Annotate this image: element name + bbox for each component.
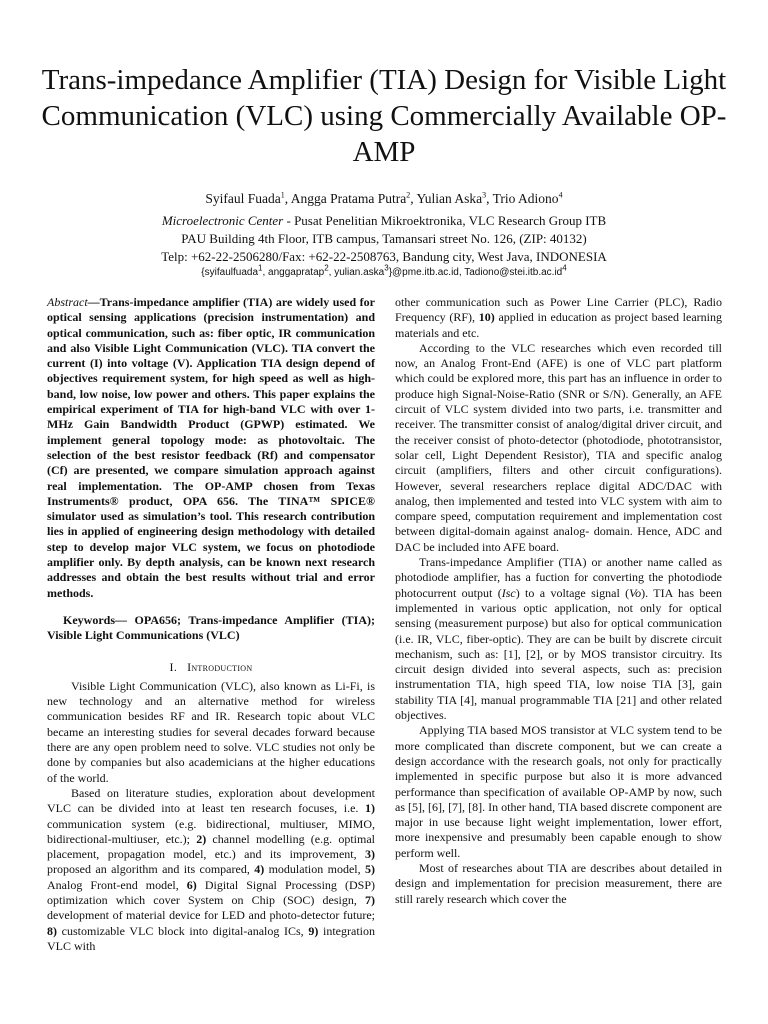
paragraph: Applying TIA based MOS transistor at VLC system tend to be more complicated than discrete component, but we can create a design accordance with the research goals, not only for practically implemented in specific purpose but also it is more advanced performance than specification of available OP-AMP by now, such as [5], [6], [7], [8]. In other hand, TIA based discrete component are major in use because light weight implementation, lower effort, more inexpensive and presumably been capable enough to show perform well. — [395, 723, 722, 860]
paragraph: According to the VLC researches which even recorded till now, an Analog Front-End (AFE) is one of VLC part platform which could be explored more, this part has an influence in order to produce high Signal-Noise-Ratio (SNR or S/N). Generally, an AFE circuit of VLC system divided into two parts, i.e. transmitter and receiver. The transmitter consist of analog/digital driver circuit, and the receiver consist of photo-detector (photodiode, phototransistor, solar cell, Light Dependent Resistor), TIA and specific analog circuit (amplifiers, filters and other circuit configurations). However, several researchers replace digital ADC/DAC with analog, then implemented and tested into VLC system with aim to compare speed, computation requirement and implementation cost between digital-domain against analog- domain. Hence, ADC and DAC be included into AFE board. — [395, 340, 722, 554]
affiliation-center: Microelectronic Center — [161, 213, 284, 228]
section-heading — [47, 660, 375, 675]
paragraph: Visible Light Communication (VLC), also known as Li-Fi, is new technology and an alternative method for wireless communication besides RF and IR. Research topic about VLC became an interesting studies for several decades forward because there are any open problem need to solve. VLC studies not only be done by companies but also academicians at the higher educations of the world. — [47, 678, 375, 785]
abstract-lead: Abstract — [47, 295, 88, 309]
paragraph: other communication such as Power Line Carrier (PLC), Radio Frequency (RF), 10) applied in education as project based learning materials and etc. — [395, 295, 722, 340]
section-number: I. — [169, 659, 178, 674]
right-column — [395, 295, 722, 907]
abstract — [47, 295, 375, 601]
paragraph: Based on literature studies, exploration about development VLC can be divided into at least ten research focuses, i.e. 1) communication system (e.g. bidirectional, multiuser, MIMO, bidirectional-multiuser, etc.); 2) channel modelling (e.g. optimal placement, propagation model, etc.) and its improvement, 3) proposed an algorithm and its compared, 4) modulation model, 5) Analog Front-end model, 6) Digital Signal Processing (DSP) optimization which cover System on Chip (SOC) design, 7) development of material device for LED and photo-detector future; 8) customizable VLC block into digital-analog ICs, 9) integration VLC with — [47, 785, 376, 953]
keywords: Keywords— OPA656; Trans-impedance Amplifier (TIA); Visible Light Communications (VLC) — [47, 612, 375, 643]
phone-line: Telp: +62-22-2506280/Fax: +62-22-2508763, Bandung city, West Java, INDONESIA — [161, 249, 607, 264]
paragraph: Trans-impedance Amplifier (TIA) or another name called as photodiode amplifier, has a fuction for converting the photodiode photocurrent output (Isc) to a voltage signal (Vo). TIA has been implemented in various optic application, not only for optical sensing (measurement purpose) but also for optical communication (i.e. IR, VLC, fiber-optic). They are can be built by discrete circuit mechanism, such as: [1], [2], or by MOS transistor circuitry. Its circuit design divided into several aspects, such as: precision instrumentation TIA, high speed TIA, low noise TIA [3], gain stability TIA [4], manual programmable TIA [21] and other related objectives. — [395, 555, 722, 723]
email-line: {syifaulfuada$^1$, anggapratap$^2$, yulian.aska$^3$}@pme.itb.ac.id, $Tadiono@stei.itb.ac.id^4$ — [201, 263, 567, 278]
author-block — [40, 190, 728, 280]
affiliation-rest: - Pusat Penelitian Mikroektronika, VLC Research Group ITB — [283, 213, 607, 228]
paper-title: Trans-impedance Amplifier (TIA) Design for Visible Light Communication (VLC) using Commercially Available OP-AMP — [41, 64, 727, 168]
abstract-body: —Trans-impedance amplifier (TIA) are widely used for optical sensing applications (precision instrumentation) and optical communication, such as: fiber optic, IR communication and also Visible Light Communication (VLC). TIA convert the current (I) into voltage (V). Application TIA design depend of objectives requirement system, for high speed as well as high-band, low noise, low power and others. This paper explains the empirical experiment of TIA for high-band VLC with over 1-MHz Gain Bandwidth Product (GPWP) estimated. We implement general topology mode: as photovoltaic. The selection of the best resistor feedback (Rf) and compensator (Cf) are presented, we compare simulation approach against real implementation. The OP-AMP chosen from Texas Instruments® product, OPA 656. The TINA™ SPICE® simulator used as simulation’s tool. This research contribution lies in applied of engineering design methodology with detailed step to develop major VLC system, we focus on photodiode amplifier only. By depth analysis, can be known next research addresses and obtain the best results without trial and error methods. — [47, 295, 375, 600]
paragraph: Most of researches about TIA are describes about detailed in design and implementation for precision measurement, there are still rarely research which cover the — [395, 860, 722, 906]
author-names: Syifaul Fuada$^1$, Angga Pratama Putra$^2$, Yulian Aska$^3$, Trio Adiono$^4$ — [205, 190, 563, 206]
left-column — [47, 295, 375, 954]
section-title: Introduction — [187, 659, 253, 674]
affiliation-line — [40, 212, 728, 230]
address-line: PAU Building 4th Floor, ITB campus, Tamansari street No. 126, (ZIP: 40132) — [181, 231, 587, 246]
